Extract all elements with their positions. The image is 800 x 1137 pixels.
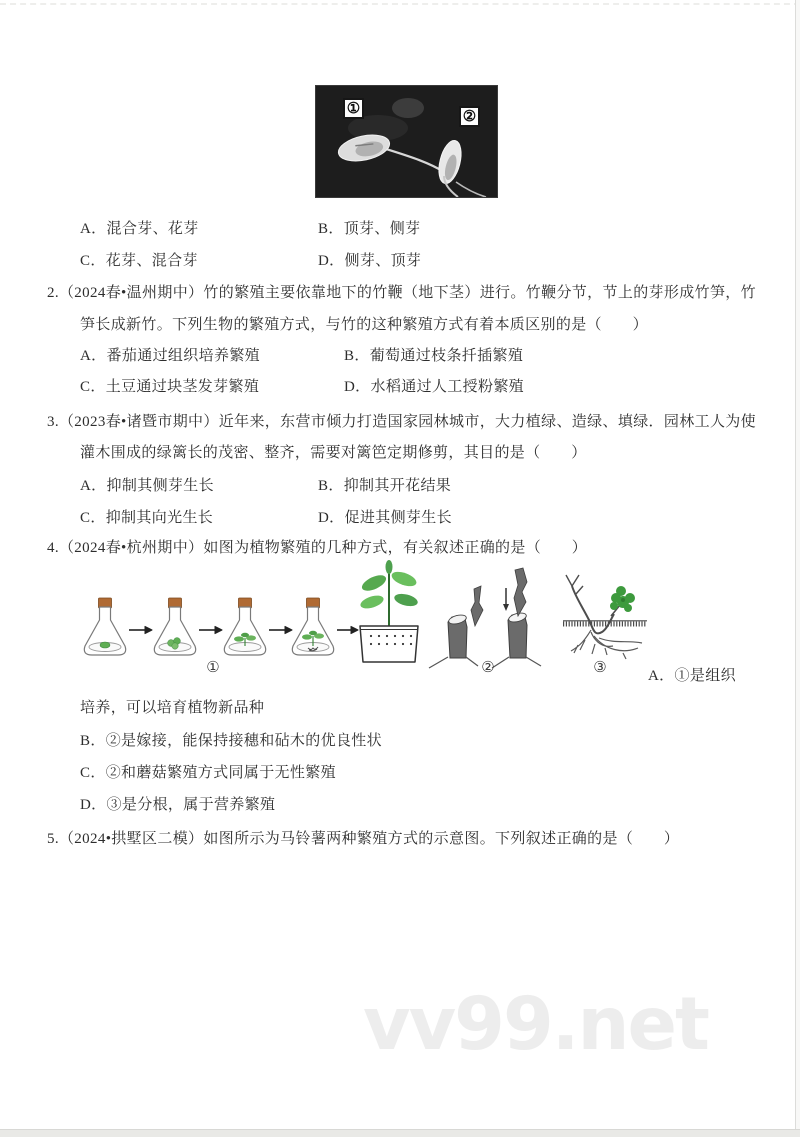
q2-option-a: A．番茄通过组织培养繁殖 (80, 348, 261, 364)
q4-option-c: C．②和蘑菇繁殖方式同属于无性繁殖 (80, 765, 336, 781)
q4-option-b: B．②是嫁接，能保持接穗和砧木的优良性状 (80, 733, 383, 749)
photo-label-1-chip (343, 98, 364, 119)
photo-label-2: ② (462, 109, 477, 125)
leaf-cluster-icon (610, 586, 635, 612)
q3-stem-line1: 3.（2023春•诸暨市期中）近年来，东营市倾力打造国家园林城市，大力植绿、造绿、填绿．园林工人为使 (47, 414, 757, 430)
q3-option-d: D．促进其侧芽生长 (318, 510, 452, 526)
q2-stem-line2: 笋长成新竹。下列生物的繁殖方式，与竹的这种繁殖方式有着本质区别的是（ ） (80, 317, 648, 333)
q1-option-a: A．混合芽、花芽 (80, 221, 199, 237)
flask-icon (224, 598, 265, 655)
q2-option-d: D．水稻通过人工授粉繁殖 (344, 379, 525, 395)
q2-option-c: C．土豆通过块茎发芽繁殖 (80, 379, 260, 395)
q1-option-b: B．顶芽、侧芽 (318, 221, 421, 237)
grafting-diagram (429, 568, 541, 668)
scion-icon (471, 586, 483, 626)
flask-icon (154, 598, 195, 655)
photo-glow (392, 98, 424, 118)
q5-stem-line1: 5.（2024•拱墅区二模）如图所示为马铃薯两种繁殖方式的示意图。下列叙述正确的是（ ） (47, 831, 680, 847)
propagation-methods-figure (75, 558, 655, 703)
q2-option-b: B．葡萄通过枝条扦插繁殖 (344, 348, 524, 364)
flask-icon (292, 598, 333, 655)
q4-stem-line1: 4.（2024春•杭州期中）如图为植物繁殖的几种方式，有关叙述正确的是（ ） (47, 540, 588, 556)
layering-diagram (563, 575, 647, 659)
site-watermark: vv99.net (363, 982, 708, 1067)
scion-icon (514, 568, 527, 616)
q3-stem-line2: 灌木围成的绿篱长的茂密、整齐，需要对篱笆定期修剪，其目的是（ ） (80, 445, 587, 461)
roots (571, 630, 642, 659)
q4-option-a-part2: 培养，可以培育植物新品种 (80, 700, 265, 716)
page-top-divider (0, 3, 800, 5)
page-right-edge (795, 0, 800, 1137)
q1-option-d: D．侧芽、顶芽 (318, 253, 422, 269)
q3-option-c: C．抑制其向光生长 (80, 510, 214, 526)
q3-option-b: B．抑制其开花结果 (318, 478, 452, 494)
photo-label-1: ① (346, 101, 361, 117)
down-arrow-icon (503, 588, 509, 611)
potted-plant-icon (359, 560, 419, 662)
q3-option-a: A．抑制其侧芽生长 (80, 478, 214, 494)
figure-label-1: ① (206, 660, 220, 676)
q1-option-c: C．花芽、混合芽 (80, 253, 198, 269)
figure-label-2: ② (481, 660, 495, 676)
q4-option-a-part1: A．①是组织 (648, 668, 736, 684)
q4-option-d: D．③是分根，属于营养繁殖 (80, 797, 276, 813)
page-bottom-edge (0, 1129, 800, 1137)
q2-stem-line1: 2.（2024春•温州期中）竹的繁殖主要依靠地下的竹鞭（地下茎）进行。竹鞭分节，节上的芽形成竹笋，竹 (47, 285, 757, 301)
bud-photo-figure (315, 85, 498, 198)
tissue-culture-flasks (84, 560, 419, 662)
flask-icon (84, 598, 125, 655)
figure-label-3: ③ (593, 660, 607, 676)
photo-label-2-chip (459, 106, 480, 127)
